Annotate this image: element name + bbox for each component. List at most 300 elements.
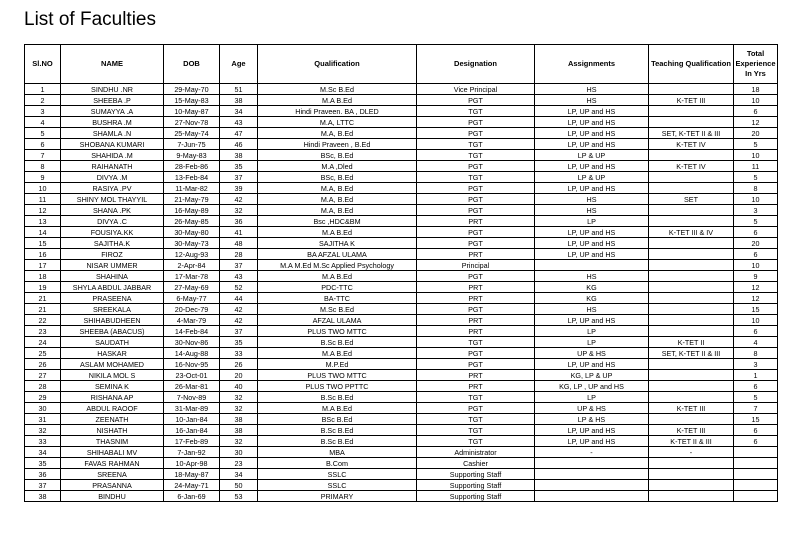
table-cell: 38 — [220, 95, 258, 106]
table-cell: PGT — [417, 304, 535, 315]
table-cell: 39 — [220, 183, 258, 194]
table-cell: 10 — [734, 260, 778, 271]
table-cell: K-TET IV — [649, 161, 734, 172]
table-cell: LP — [535, 216, 649, 227]
table-cell: HS — [535, 194, 649, 205]
table-cell: M.A, B.Ed — [258, 194, 417, 205]
table-cell: SINDHU .NR — [61, 84, 164, 95]
table-cell: 16-May-89 — [164, 205, 220, 216]
table-cell — [649, 293, 734, 304]
table-cell: 7-Jun-75 — [164, 139, 220, 150]
table-cell: 42 — [220, 194, 258, 205]
table-cell: 46 — [220, 139, 258, 150]
table-row — [25, 183, 778, 194]
table-cell: TGT — [417, 414, 535, 425]
table-cell: 5 — [734, 216, 778, 227]
table-row — [25, 392, 778, 403]
table-cell — [649, 491, 734, 502]
table-cell: RASIYA .PV — [61, 183, 164, 194]
table-cell: ASLAM MOHAMED — [61, 359, 164, 370]
table-cell: SAJITHA K — [258, 238, 417, 249]
column-header: Total Experience In Yrs — [734, 45, 778, 84]
table-cell: 23-Oct-01 — [164, 370, 220, 381]
table-cell: SEMINA K — [61, 381, 164, 392]
table-row — [25, 293, 778, 304]
table-cell: PGT — [417, 348, 535, 359]
table-cell: 7 — [25, 150, 61, 161]
table-cell: PRT — [417, 249, 535, 260]
table-cell: 9 — [25, 172, 61, 183]
table-cell: FOUSIYA.KK — [61, 227, 164, 238]
table-cell: SSLC — [258, 480, 417, 491]
table-cell: M.A B.Ed — [258, 95, 417, 106]
table-cell: 24-May-71 — [164, 480, 220, 491]
table-cell: 3 — [25, 106, 61, 117]
table-cell: K-TET III — [649, 95, 734, 106]
table-cell: PRASEENA — [61, 293, 164, 304]
table-cell: 38 — [220, 414, 258, 425]
table-cell: 5 — [734, 392, 778, 403]
table-cell: 13 — [25, 216, 61, 227]
table-cell: RISHANA AP — [61, 392, 164, 403]
table-cell: Hindi Praveen. BA , DLED — [258, 106, 417, 117]
table-cell: M.A ,Dled — [258, 161, 417, 172]
table-cell: SHAMLA .N — [61, 128, 164, 139]
table-cell: LP, UP and HS — [535, 249, 649, 260]
table-cell — [649, 315, 734, 326]
table-cell: PRASANNA — [61, 480, 164, 491]
table-cell: 12-Aug-93 — [164, 249, 220, 260]
table-row — [25, 359, 778, 370]
table-cell: B.Sc B.Ed — [258, 392, 417, 403]
table-cell: 3 — [734, 359, 778, 370]
table-cell: 30 — [25, 403, 61, 414]
table-cell: FAVAS RAHMAN — [61, 458, 164, 469]
table-cell: 37 — [220, 260, 258, 271]
table-cell: 11-Mar-82 — [164, 183, 220, 194]
table-cell — [649, 172, 734, 183]
table-cell: 35 — [220, 161, 258, 172]
table-cell: 26-May-85 — [164, 216, 220, 227]
table-cell — [535, 458, 649, 469]
table-cell — [649, 249, 734, 260]
table-row — [25, 304, 778, 315]
table-cell: NIKILA MOL S — [61, 370, 164, 381]
table-cell: 6 — [734, 106, 778, 117]
table-row — [25, 491, 778, 502]
table-cell: K-TET II — [649, 337, 734, 348]
table-cell — [649, 271, 734, 282]
table-cell: PGT — [417, 128, 535, 139]
table-cell: 37 — [220, 172, 258, 183]
table-cell: PRT — [417, 370, 535, 381]
table-cell: Vice Principal — [417, 84, 535, 95]
table-cell: TGT — [417, 106, 535, 117]
table-row — [25, 480, 778, 491]
table-cell: 9-May-83 — [164, 150, 220, 161]
table-cell: M.Sc B.Ed — [258, 84, 417, 95]
table-cell: 29-May-70 — [164, 84, 220, 95]
table-cell: BA-TTC — [258, 293, 417, 304]
column-header: NAME — [61, 45, 164, 84]
table-cell — [649, 260, 734, 271]
table-cell: PLUS TWO MTTC — [258, 370, 417, 381]
table-cell: 35 — [220, 337, 258, 348]
table-cell: 38 — [220, 150, 258, 161]
table-cell: SAUDATH — [61, 337, 164, 348]
table-cell: BINDHU — [61, 491, 164, 502]
table-cell: FIROZ — [61, 249, 164, 260]
table-body — [25, 84, 778, 502]
table-cell: LP, UP and HS — [535, 128, 649, 139]
table-cell: 10 — [734, 150, 778, 161]
table-cell: 41 — [220, 227, 258, 238]
table-cell — [649, 359, 734, 370]
table-cell: LP, UP and HS — [535, 359, 649, 370]
table-row — [25, 238, 778, 249]
table-row — [25, 337, 778, 348]
table-row — [25, 161, 778, 172]
table-cell: B.Com — [258, 458, 417, 469]
table-cell: PRT — [417, 326, 535, 337]
table-row — [25, 139, 778, 150]
table-cell: LP, UP and HS — [535, 436, 649, 447]
table-cell — [535, 491, 649, 502]
table-cell: 32 — [220, 436, 258, 447]
table-cell: 24 — [25, 337, 61, 348]
table-cell: 11 — [734, 161, 778, 172]
table-cell — [649, 370, 734, 381]
table-cell: SET, K-TET II & III — [649, 128, 734, 139]
table-cell: SET, K-TET II & III — [649, 348, 734, 359]
table-cell — [649, 469, 734, 480]
table-cell: 32 — [220, 205, 258, 216]
table-cell: 16 — [25, 249, 61, 260]
table-cell: 15 — [734, 304, 778, 315]
table-cell: 27 — [25, 370, 61, 381]
table-cell: 21 — [25, 304, 61, 315]
table-cell: 12 — [734, 282, 778, 293]
table-cell: PGT — [417, 403, 535, 414]
table-cell: 25 — [25, 348, 61, 359]
table-cell — [649, 392, 734, 403]
table-cell: UP & HS — [535, 348, 649, 359]
table-cell: PGT — [417, 117, 535, 128]
table-cell: 36 — [25, 469, 61, 480]
table-cell: KG, LP , UP and HS — [535, 381, 649, 392]
table-cell: TGT — [417, 392, 535, 403]
table-cell: PGT — [417, 95, 535, 106]
table-row — [25, 95, 778, 106]
table-cell: SREENA — [61, 469, 164, 480]
column-header: Qualification — [258, 45, 417, 84]
table-cell: TGT — [417, 337, 535, 348]
table-cell: M.A, LTTC — [258, 117, 417, 128]
table-cell: Principal — [417, 260, 535, 271]
table-cell: 40 — [220, 381, 258, 392]
table-cell: PLUS TWO PPTTC — [258, 381, 417, 392]
table-cell: 17-Feb-89 — [164, 436, 220, 447]
table-cell: HASKAR — [61, 348, 164, 359]
table-cell: 20-Dec-79 — [164, 304, 220, 315]
table-cell: LP, UP and HS — [535, 106, 649, 117]
table-cell: 20 — [734, 128, 778, 139]
table-cell — [649, 326, 734, 337]
table-cell: 9 — [734, 271, 778, 282]
table-cell: 34 — [25, 447, 61, 458]
table-cell: 34 — [220, 106, 258, 117]
table-cell: THASNIM — [61, 436, 164, 447]
table-cell: 18 — [25, 271, 61, 282]
table-cell: AFZAL ULAMA — [258, 315, 417, 326]
table-row — [25, 315, 778, 326]
table-cell: SUMAYYA .A — [61, 106, 164, 117]
table-cell: LP & UP — [535, 172, 649, 183]
table-cell: TGT — [417, 436, 535, 447]
table-cell: 16-Nov-95 — [164, 359, 220, 370]
table-cell: SHIHABALI MV — [61, 447, 164, 458]
table-cell: 7 — [734, 403, 778, 414]
table-cell: 10-Apr-98 — [164, 458, 220, 469]
table-cell: 26 — [220, 359, 258, 370]
table-cell: 10-May-87 — [164, 106, 220, 117]
faculty-table — [24, 44, 778, 502]
table-row — [25, 469, 778, 480]
table-cell: HS — [535, 271, 649, 282]
table-cell — [649, 150, 734, 161]
table-row — [25, 205, 778, 216]
table-cell: PDC-TTC — [258, 282, 417, 293]
table-cell: 37 — [220, 326, 258, 337]
table-cell: KG — [535, 282, 649, 293]
table-cell — [649, 205, 734, 216]
table-cell: B.Sc B.Ed — [258, 337, 417, 348]
table-cell: SAJITHA.K — [61, 238, 164, 249]
table-cell: PRT — [417, 381, 535, 392]
table-cell: BSc B.Ed — [258, 414, 417, 425]
table-cell: 5 — [734, 139, 778, 150]
table-cell: 16-Jan-84 — [164, 425, 220, 436]
table-cell: Supporting Staff — [417, 491, 535, 502]
table-cell: 36 — [220, 216, 258, 227]
table-cell: SHEEBA (ABACUS) — [61, 326, 164, 337]
table-cell: 23 — [25, 326, 61, 337]
table-cell: HS — [535, 95, 649, 106]
table-cell: 51 — [220, 84, 258, 95]
table-cell: Administrator — [417, 447, 535, 458]
table-cell: 10 — [25, 183, 61, 194]
table-cell: 35 — [25, 458, 61, 469]
table-cell: 1 — [25, 84, 61, 95]
table-cell: LP & HS — [535, 414, 649, 425]
table-cell: B.Sc B.Ed — [258, 425, 417, 436]
table-row — [25, 106, 778, 117]
table-cell: 4-Mar-79 — [164, 315, 220, 326]
table-cell — [649, 414, 734, 425]
table-cell: K-TET III — [649, 425, 734, 436]
table-cell: M.A M.Ed M.Sc Applied Psychology — [258, 260, 417, 271]
table-cell — [535, 469, 649, 480]
table-cell: M.A B.Ed — [258, 271, 417, 282]
table-cell — [649, 304, 734, 315]
table-cell: 13-Feb-84 — [164, 172, 220, 183]
table-cell: LP, UP and HS — [535, 117, 649, 128]
table-cell: TGT — [417, 172, 535, 183]
table-cell: 47 — [220, 128, 258, 139]
table-cell: 44 — [220, 293, 258, 304]
table-cell: LP, UP and HS — [535, 238, 649, 249]
column-header: Designation — [417, 45, 535, 84]
table-cell: 20 — [734, 238, 778, 249]
table-cell: M.Sc B.Ed — [258, 304, 417, 315]
table-row — [25, 227, 778, 238]
table-cell: 11 — [25, 194, 61, 205]
table-cell — [734, 458, 778, 469]
table-cell: 15 — [25, 238, 61, 249]
table-cell: 20 — [220, 370, 258, 381]
table-row — [25, 249, 778, 260]
table-cell: 28-Feb-86 — [164, 161, 220, 172]
table-cell: 28 — [25, 381, 61, 392]
table-cell: 14-Feb-84 — [164, 326, 220, 337]
table-cell: 6 — [734, 425, 778, 436]
table-cell: - — [535, 447, 649, 458]
table-cell: PRT — [417, 315, 535, 326]
table-cell: 32 — [220, 403, 258, 414]
table-cell — [649, 381, 734, 392]
table-cell: 17-Mar-78 — [164, 271, 220, 282]
table-cell: 30-May-80 — [164, 227, 220, 238]
table-cell: HS — [535, 84, 649, 95]
table-row — [25, 447, 778, 458]
table-cell: 8 — [734, 183, 778, 194]
table-row — [25, 216, 778, 227]
table-cell: LP, UP and HS — [535, 183, 649, 194]
table-cell — [734, 469, 778, 480]
table-cell: 53 — [220, 491, 258, 502]
table-row — [25, 117, 778, 128]
table-cell: Supporting Staff — [417, 469, 535, 480]
table-cell: NISHATH — [61, 425, 164, 436]
table-cell: 21 — [25, 293, 61, 304]
table-cell: PRIMARY — [258, 491, 417, 502]
table-cell — [649, 84, 734, 95]
table-cell: LP, UP and HS — [535, 161, 649, 172]
table-cell: PGT — [417, 227, 535, 238]
table-cell: DIVYA .M — [61, 172, 164, 183]
table-cell: 26-Mar-81 — [164, 381, 220, 392]
table-cell: LP & UP — [535, 150, 649, 161]
table-cell: PGT — [417, 238, 535, 249]
table-cell: PRT — [417, 282, 535, 293]
table-cell: 2-Apr-84 — [164, 260, 220, 271]
table-cell: 7-Nov-89 — [164, 392, 220, 403]
table-row — [25, 348, 778, 359]
table-cell: M.A B.Ed — [258, 227, 417, 238]
table-cell: K-TET III — [649, 403, 734, 414]
table-row — [25, 172, 778, 183]
table-cell: 26 — [25, 359, 61, 370]
table-cell: M.A B.Ed — [258, 403, 417, 414]
table-cell: LP — [535, 392, 649, 403]
table-cell: 19 — [25, 282, 61, 293]
table-cell: ABDUL RAOOF — [61, 403, 164, 414]
table-cell: Hindi Praveen , B.Ed — [258, 139, 417, 150]
table-cell: BSc, B.Ed — [258, 172, 417, 183]
table-cell — [535, 480, 649, 491]
table-cell: PGT — [417, 183, 535, 194]
table-cell: BA AFZAL ULAMA — [258, 249, 417, 260]
table-cell: SHAHINA — [61, 271, 164, 282]
table-cell: B.Sc B.Ed — [258, 436, 417, 447]
table-cell: 10-Jan-84 — [164, 414, 220, 425]
table-cell: 52 — [220, 282, 258, 293]
table-cell: SHOBANA KUMARI — [61, 139, 164, 150]
table-cell: KG, LP & UP — [535, 370, 649, 381]
table-cell: 6-May-77 — [164, 293, 220, 304]
table-row — [25, 150, 778, 161]
table-row — [25, 260, 778, 271]
table-cell: SET — [649, 194, 734, 205]
table-row — [25, 414, 778, 425]
table-cell: PRT — [417, 293, 535, 304]
table-cell — [649, 106, 734, 117]
table-cell: RAIHANATH — [61, 161, 164, 172]
table-cell: 37 — [25, 480, 61, 491]
table-cell: 50 — [220, 480, 258, 491]
table-row — [25, 282, 778, 293]
table-cell: 32 — [25, 425, 61, 436]
table-cell: TGT — [417, 425, 535, 436]
table-cell: HS — [535, 205, 649, 216]
table-cell: 42 — [220, 315, 258, 326]
table-cell: PGT — [417, 205, 535, 216]
table-cell: 27-May-69 — [164, 282, 220, 293]
table-cell: 12 — [25, 205, 61, 216]
table-cell: HS — [535, 304, 649, 315]
table-cell: 3 — [734, 205, 778, 216]
table-cell — [649, 183, 734, 194]
column-header: Assignments — [535, 45, 649, 84]
table-cell: 12 — [734, 293, 778, 304]
table-cell — [649, 216, 734, 227]
table-cell: 31-Mar-89 — [164, 403, 220, 414]
table-cell: 5 — [25, 128, 61, 139]
table-cell: 8 — [734, 348, 778, 359]
column-header: Age — [220, 45, 258, 84]
table-row — [25, 458, 778, 469]
table-cell: PLUS TWO MTTC — [258, 326, 417, 337]
table-cell: 43 — [220, 117, 258, 128]
table-cell: 48 — [220, 238, 258, 249]
table-cell: LP, UP and HS — [535, 227, 649, 238]
table-cell: SREEKALA — [61, 304, 164, 315]
table-cell: 4 — [25, 117, 61, 128]
table-cell: 4 — [734, 337, 778, 348]
table-cell: 6 — [734, 326, 778, 337]
table-cell: 6 — [734, 381, 778, 392]
page-title: List of Faculties — [24, 9, 156, 30]
table-cell: 30 — [220, 447, 258, 458]
table-cell: 21-May-79 — [164, 194, 220, 205]
table-cell: Cashier — [417, 458, 535, 469]
table-cell: 14-Aug-88 — [164, 348, 220, 359]
table-row — [25, 271, 778, 282]
table-cell: 25-May-74 — [164, 128, 220, 139]
table-cell: 6 — [734, 436, 778, 447]
table-cell: K-TET II & III — [649, 436, 734, 447]
table-cell: M.A, B.Ed — [258, 183, 417, 194]
